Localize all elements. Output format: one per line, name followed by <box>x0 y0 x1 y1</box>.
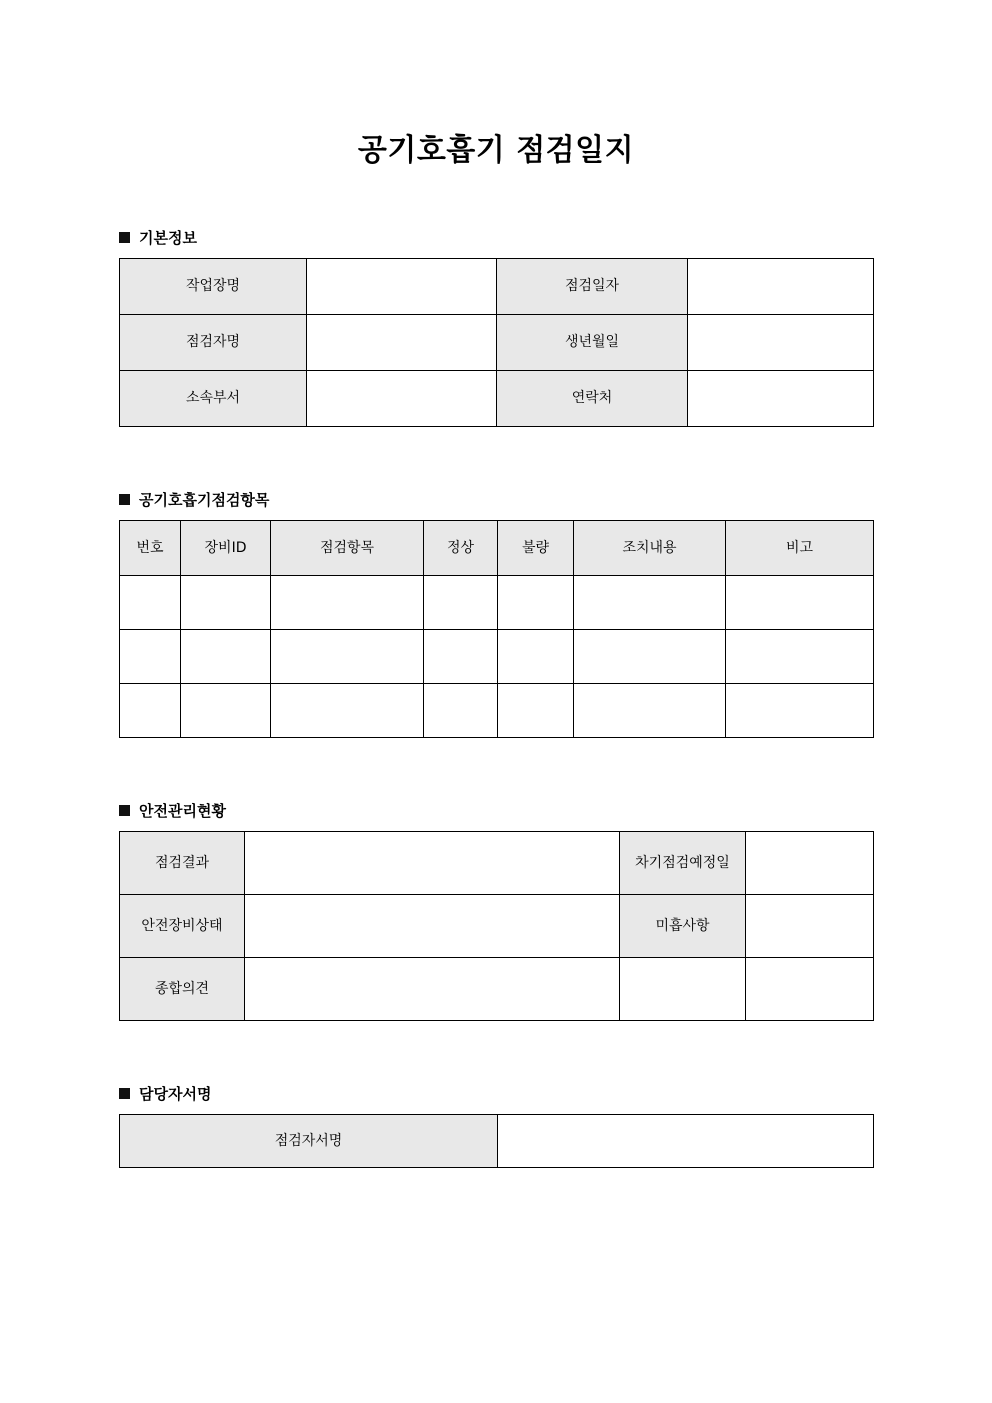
field-label-overall-opinion: 종합의견 <box>120 958 245 1021</box>
section-basic-info <box>0 227 992 427</box>
cell-no[interactable] <box>120 576 181 630</box>
section-heading-label: 기본정보 <box>139 229 197 247</box>
table-row <box>120 684 874 738</box>
field-label-contact: 연락처 <box>497 371 688 427</box>
column-header-no: 번호 <box>120 521 181 576</box>
field-value-birthdate[interactable] <box>688 315 874 371</box>
square-bullet-icon <box>119 805 130 816</box>
cell-defective[interactable] <box>498 684 574 738</box>
inspection-items-table <box>119 520 874 738</box>
field-value-inspection-date[interactable] <box>688 259 874 315</box>
field-label-inspection-result: 점검결과 <box>120 832 245 895</box>
column-header-normal: 정상 <box>424 521 498 576</box>
cell-normal[interactable] <box>424 576 498 630</box>
field-value-overall-opinion[interactable] <box>245 958 620 1021</box>
table-row <box>120 630 874 684</box>
cell-action-taken[interactable] <box>574 576 726 630</box>
field-label-birthdate: 생년월일 <box>497 315 688 371</box>
column-header-equipment-id: 장비ID <box>181 521 271 576</box>
page-title: 공기호흡기 점검일지 <box>357 133 635 168</box>
basic-info-table <box>119 258 874 427</box>
field-value-inspector-signature[interactable] <box>498 1115 874 1168</box>
cell-defective[interactable] <box>498 630 574 684</box>
table-row <box>120 832 874 895</box>
signature-table <box>119 1114 874 1168</box>
cell-normal[interactable] <box>424 630 498 684</box>
field-value-overall-opinion-extra-1[interactable] <box>620 958 746 1021</box>
table-row <box>120 1115 874 1168</box>
field-label-inspector-name: 점검자명 <box>120 315 307 371</box>
table-row <box>120 958 874 1021</box>
field-label-department: 소속부서 <box>120 371 307 427</box>
section-heading-signature <box>119 1083 992 1104</box>
table-row <box>120 259 874 315</box>
section-inspection-items <box>0 489 992 738</box>
title-spacer <box>0 169 992 227</box>
section-heading-inspection-items <box>119 489 992 510</box>
cell-remarks[interactable] <box>726 630 874 684</box>
table-row <box>120 315 874 371</box>
cell-inspection-item[interactable] <box>271 630 424 684</box>
field-value-inspector-name[interactable] <box>307 315 497 371</box>
section-heading-label: 안전관리현황 <box>139 802 226 820</box>
safety-status-table <box>119 831 874 1021</box>
field-value-inspection-result[interactable] <box>245 832 620 895</box>
field-label-deficiencies: 미흡사항 <box>620 895 746 958</box>
column-header-defective: 불량 <box>498 521 574 576</box>
cell-inspection-item[interactable] <box>271 684 424 738</box>
field-value-overall-opinion-extra-2[interactable] <box>746 958 874 1021</box>
cell-defective[interactable] <box>498 576 574 630</box>
field-value-deficiencies[interactable] <box>746 895 874 958</box>
section-spacer-1 <box>0 427 992 489</box>
field-value-contact[interactable] <box>688 371 874 427</box>
field-label-safety-equipment-condition: 안전장비상태 <box>120 895 245 958</box>
section-heading-basic-info <box>119 227 992 248</box>
column-header-remarks: 비고 <box>726 521 874 576</box>
section-heading-label: 담당자서명 <box>139 1085 212 1103</box>
cell-remarks[interactable] <box>726 576 874 630</box>
field-value-safety-equipment-condition[interactable] <box>245 895 620 958</box>
cell-remarks[interactable] <box>726 684 874 738</box>
section-heading-label: 공기호흡기점검항목 <box>139 491 270 509</box>
field-label-next-inspection-date: 차기점검예정일 <box>620 832 746 895</box>
field-label-inspector-signature: 점검자서명 <box>120 1115 498 1168</box>
cell-equipment-id[interactable] <box>181 684 271 738</box>
cell-action-taken[interactable] <box>574 684 726 738</box>
square-bullet-icon <box>119 1088 130 1099</box>
field-value-department[interactable] <box>307 371 497 427</box>
table-header-row <box>120 521 874 576</box>
field-value-worksite[interactable] <box>307 259 497 315</box>
square-bullet-icon <box>119 494 130 505</box>
section-signature <box>0 1083 992 1168</box>
cell-action-taken[interactable] <box>574 630 726 684</box>
field-label-worksite: 작업장명 <box>120 259 307 315</box>
table-row <box>120 371 874 427</box>
table-row <box>120 895 874 958</box>
cell-equipment-id[interactable] <box>181 576 271 630</box>
section-safety-status <box>0 800 992 1021</box>
square-bullet-icon <box>119 232 130 243</box>
column-header-inspection-item: 점검항목 <box>271 521 424 576</box>
cell-normal[interactable] <box>424 684 498 738</box>
cell-no[interactable] <box>120 684 181 738</box>
cell-equipment-id[interactable] <box>181 630 271 684</box>
section-spacer-2 <box>0 738 992 800</box>
section-heading-safety-status <box>119 800 992 821</box>
field-value-next-inspection-date[interactable] <box>746 832 874 895</box>
section-spacer-3 <box>0 1021 992 1083</box>
cell-no[interactable] <box>120 630 181 684</box>
table-row <box>120 576 874 630</box>
column-header-action-taken: 조치내용 <box>574 521 726 576</box>
field-label-inspection-date: 점검일자 <box>497 259 688 315</box>
cell-inspection-item[interactable] <box>271 576 424 630</box>
